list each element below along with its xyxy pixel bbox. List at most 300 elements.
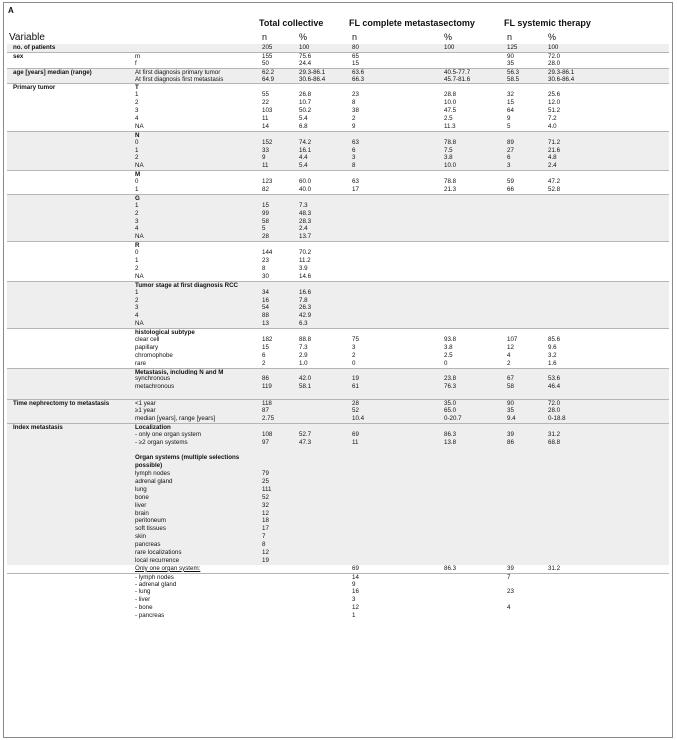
fl-sys-pct: 25.6 [548, 91, 561, 99]
fl-meta-n: 17 [352, 186, 359, 194]
table-row [7, 91, 669, 99]
total-n: 182 [262, 335, 273, 343]
row-sublabel: 1 [135, 91, 139, 99]
total-pct: 13.7 [299, 233, 312, 241]
fl-meta-pct: 7.5 [444, 146, 453, 154]
fl-sys-pct: 68.8 [548, 438, 561, 446]
total-n: 15 [262, 201, 269, 209]
header-variable: Variable [9, 32, 45, 43]
header-fl-metastasectomy: FL complete metastasectomy [349, 18, 475, 28]
header-n: n [262, 32, 268, 42]
fl-meta-pct: 23.8 [444, 375, 457, 383]
table-row [7, 304, 669, 312]
total-pct: 7.3 [299, 201, 308, 209]
row-sublabel: local recurrence [135, 556, 180, 564]
total-n: 18 [262, 517, 269, 525]
table-row [7, 273, 669, 281]
total-n: 8 [262, 264, 266, 272]
total-pct: 29.3-86.1 [299, 68, 326, 76]
fl-meta-n: 3 [352, 154, 356, 162]
fl-meta-pct: 13.8 [444, 438, 457, 446]
fl-meta-pct: 2.5 [444, 115, 453, 123]
row-sublabel: - adrenal gland [135, 580, 177, 588]
fl-sys-pct: 71.2 [548, 138, 561, 146]
total-pct: 50.2 [299, 107, 312, 115]
fl-meta-pct: 35.0 [444, 400, 457, 408]
total-pct: 100 [299, 44, 310, 51]
row-sublabel: 1 [135, 288, 139, 296]
fl-meta-n: 15 [352, 59, 359, 67]
total-pct: 48.3 [299, 209, 312, 217]
row-sublabel: ≥1 year [135, 406, 156, 414]
total-n: 152 [262, 138, 273, 146]
row-sublabel: brain [135, 509, 149, 517]
fl-sys-pct: 4.0 [548, 122, 557, 130]
row-sublabel: Tumor stage at first diagnosis RCC [135, 281, 239, 289]
fl-meta-n: 63.6 [352, 68, 365, 76]
row-sublabel: 0 [135, 138, 139, 146]
fl-meta-pct: 10.0 [444, 162, 457, 170]
row-sublabel: 1 [135, 186, 139, 194]
fl-meta-n: 6 [352, 146, 356, 154]
fl-meta-n: 8 [352, 162, 356, 170]
row-sublabel: NA [135, 233, 144, 241]
fl-sys-n: 125 [507, 44, 518, 51]
row-sublabel: rare [135, 359, 147, 367]
table-row [7, 328, 669, 336]
row-sublabel: skin [135, 533, 147, 541]
row-sublabel: Only one organ system: [135, 564, 201, 572]
fl-sys-pct: 9.6 [548, 343, 557, 351]
total-pct: 30.6-86.4 [299, 75, 326, 83]
total-n: 32 [262, 501, 269, 509]
table-row [7, 131, 669, 139]
header-n: n [352, 32, 358, 42]
table-row [7, 533, 669, 541]
total-pct: 26.8 [299, 91, 312, 99]
fl-sys-n: 56.3 [507, 68, 520, 76]
panel-label: A [8, 6, 14, 15]
row-sublabel: 1 [135, 146, 139, 154]
fl-meta-n: 63 [352, 138, 359, 146]
row-sublabel: 2 [135, 209, 139, 217]
row-sublabel: 1 [135, 257, 139, 265]
table-row [7, 68, 669, 76]
table-row [7, 502, 669, 510]
fl-meta-pct: 11.3 [444, 122, 456, 130]
fl-meta-n: 3 [352, 343, 356, 351]
fl-meta-pct: 100 [444, 44, 455, 51]
total-pct: 6.3 [299, 320, 308, 328]
header-fl-systemic: FL systemic therapy [504, 18, 591, 28]
table-row [7, 289, 669, 297]
row-sublabel: Localization [135, 423, 171, 431]
table-row [7, 139, 669, 147]
total-n: 205 [262, 44, 273, 51]
fl-sys-n: 12 [507, 343, 514, 351]
total-n: 17 [262, 525, 269, 533]
fl-sys-n: 58.5 [507, 75, 520, 83]
table-row [7, 549, 669, 557]
fl-sys-pct: 4.8 [548, 154, 557, 162]
table-row [7, 573, 669, 581]
table-row [7, 44, 669, 52]
total-n: 52 [262, 493, 269, 501]
table-row [7, 225, 669, 233]
row-sublabel: 1 [135, 201, 139, 209]
total-n: 19 [262, 556, 269, 564]
total-n: 108 [262, 430, 273, 438]
table-row [7, 265, 669, 273]
fl-meta-pct: 45.7-81.6 [444, 75, 471, 83]
row-sublabel: possible) [135, 462, 163, 470]
total-n: 55 [262, 91, 269, 99]
total-n: 34 [262, 288, 269, 296]
table-row [7, 399, 669, 407]
fl-meta-n: 0 [352, 359, 356, 367]
header-pct: % [299, 32, 308, 42]
total-n: 13 [262, 320, 269, 328]
row-sublabel: NA [135, 122, 144, 130]
total-n: 2.75 [262, 414, 275, 422]
total-n: 111 [262, 485, 272, 493]
row-sublabel: liver [135, 501, 147, 509]
table-row [7, 517, 669, 525]
fl-meta-n: 75 [352, 335, 359, 343]
table-row [7, 194, 669, 202]
fl-sys-pct: 28.0 [548, 59, 561, 67]
header-pct: % [548, 32, 557, 42]
total-n: 16 [262, 296, 269, 304]
fl-sys-pct: 100 [548, 44, 559, 51]
row-sublabel: pancreas [135, 541, 161, 549]
table-row [7, 60, 669, 68]
total-n: 88 [262, 312, 269, 320]
fl-meta-n: 69 [352, 564, 359, 572]
fl-meta-pct: 47.5 [444, 107, 457, 115]
row-label: Time nephrectomy to metastasis [13, 400, 110, 408]
table-row [7, 99, 669, 107]
row-sublabel: median [years], range [years] [135, 414, 216, 422]
row-sublabel: - lymph nodes [135, 573, 174, 581]
fl-meta-n: 2 [352, 351, 356, 359]
total-n: 28 [262, 233, 269, 241]
table-row [7, 368, 669, 376]
table-row [7, 257, 669, 265]
row-sublabel: Organ systems (multiple selections [135, 454, 240, 462]
total-n: 8 [262, 541, 266, 549]
table-row [7, 557, 669, 565]
fl-meta-n: 2 [352, 115, 356, 123]
fl-sys-pct: 12.0 [548, 99, 561, 107]
total-n: 33 [262, 146, 269, 154]
fl-sys-n: 35 [507, 406, 514, 414]
header-pct: % [444, 32, 453, 42]
fl-meta-n: 38 [352, 107, 359, 115]
fl-sys-pct: 7.2 [548, 115, 557, 123]
total-n: 25 [262, 477, 269, 485]
table-row [7, 391, 669, 399]
fl-sys-n: 15 [507, 99, 514, 107]
table-row [7, 162, 669, 170]
total-pct: 7.8 [299, 296, 308, 304]
fl-meta-n: 9 [352, 122, 356, 130]
row-sublabel: R [135, 242, 140, 250]
total-n: 11 [262, 115, 269, 123]
row-sublabel: N [135, 131, 140, 139]
row-sublabel: <1 year [135, 400, 156, 408]
table-row [7, 375, 669, 383]
table-row [7, 249, 669, 257]
table-row [7, 241, 669, 249]
row-sublabel: bone [135, 493, 149, 501]
table-row [7, 415, 669, 423]
fl-meta-n: 11 [352, 438, 359, 446]
fl-sys-n: 58 [507, 383, 514, 391]
header-total: Total collective [259, 18, 324, 28]
fl-meta-n: 9 [352, 580, 356, 588]
row-label: sex [13, 52, 24, 60]
table-row [7, 178, 669, 186]
fl-meta-n: 23 [352, 91, 359, 99]
total-pct: 10.7 [299, 99, 312, 107]
table-row [7, 510, 669, 518]
total-n: 11 [262, 162, 269, 170]
fl-sys-n: 23 [507, 588, 514, 596]
total-pct: 5.4 [299, 115, 308, 123]
total-pct: 75.6 [299, 52, 312, 60]
fl-sys-pct: 0-18.8 [548, 414, 566, 422]
row-sublabel: m [135, 52, 141, 60]
row-sublabel: peritoneum [135, 517, 166, 525]
total-n: 64.9 [262, 75, 275, 83]
fl-meta-pct: 0 [444, 359, 448, 367]
fl-sys-n: 2 [507, 359, 511, 367]
fl-meta-n: 16 [352, 588, 359, 596]
row-sublabel: 2 [135, 264, 139, 272]
total-n: 14 [262, 122, 269, 130]
total-pct: 3.9 [299, 264, 308, 272]
table-row [7, 407, 669, 415]
table-row [7, 336, 669, 344]
fl-sys-pct: 72.0 [548, 52, 561, 60]
total-n: 118 [262, 400, 272, 408]
row-label: Index metastasis [13, 423, 63, 431]
fl-meta-pct: 78.8 [444, 138, 457, 146]
fl-meta-pct: 21.3 [444, 186, 457, 194]
fl-meta-pct: 3.8 [444, 154, 453, 162]
row-sublabel: histological subtype [135, 329, 195, 337]
fl-sys-n: 3 [507, 162, 511, 170]
row-sublabel: - ≥2 organ systems [135, 438, 188, 446]
total-pct: 74.2 [299, 138, 312, 146]
fl-meta-pct: 0-20.7 [444, 414, 462, 422]
row-sublabel: NA [135, 320, 144, 328]
total-n: 30 [262, 272, 269, 280]
table-frame [3, 2, 673, 738]
row-sublabel: 2 [135, 154, 139, 162]
row-sublabel: At first diagnosis first metastasis [135, 75, 224, 83]
table-row [7, 486, 669, 494]
total-n: 62.2 [262, 68, 275, 76]
table-row [7, 565, 669, 573]
row-label: Primary tumor [13, 84, 56, 92]
table-row [7, 431, 669, 439]
total-pct: 42.9 [299, 312, 312, 320]
fl-sys-n: 7 [507, 573, 511, 581]
table-row [7, 218, 669, 226]
row-sublabel: 0 [135, 249, 139, 257]
total-n: 86 [262, 375, 269, 383]
table-row [7, 541, 669, 549]
fl-sys-n: 66 [507, 186, 514, 194]
fl-meta-n: 8 [352, 99, 356, 107]
total-pct: 58.1 [299, 383, 312, 391]
total-n: 15 [262, 343, 269, 351]
table-row [7, 147, 669, 155]
row-sublabel: At first diagnosis primary tumor [135, 68, 221, 76]
total-pct: 14.6 [299, 272, 312, 280]
row-sublabel: 4 [135, 225, 139, 233]
row-sublabel: - lung [135, 588, 151, 596]
fl-sys-pct: 31.2 [548, 430, 561, 438]
table-row [7, 446, 669, 454]
table-row [7, 360, 669, 368]
total-pct: 60.0 [299, 178, 312, 186]
row-sublabel: synchronous [135, 375, 171, 383]
fl-sys-pct: 1.6 [548, 359, 557, 367]
row-sublabel: - bone [135, 604, 153, 612]
table-row [7, 281, 669, 289]
row-sublabel: clear cell [135, 335, 160, 343]
row-label: age [years] median (range) [13, 68, 92, 76]
table-row [7, 525, 669, 533]
fl-meta-n: 19 [352, 375, 359, 383]
table-row [7, 478, 669, 486]
fl-meta-pct: 93.8 [444, 335, 457, 343]
total-pct: 5.4 [299, 162, 308, 170]
total-pct: 47.3 [299, 438, 312, 446]
total-n: 23 [262, 257, 269, 265]
row-sublabel: - liver [135, 596, 151, 604]
fl-meta-pct: 86.3 [444, 564, 457, 572]
total-pct: 6.8 [299, 122, 308, 130]
fl-meta-pct: 3.8 [444, 343, 453, 351]
table-row [7, 107, 669, 115]
fl-sys-n: 39 [507, 430, 514, 438]
table-row [7, 233, 669, 241]
fl-meta-pct: 76.3 [444, 383, 457, 391]
total-pct: 88.8 [299, 335, 312, 343]
fl-sys-pct: 30.6-86.4 [548, 75, 575, 83]
fl-meta-n: 14 [352, 573, 359, 581]
table-row [7, 470, 669, 478]
total-n: 58 [262, 217, 269, 225]
fl-sys-n: 5 [507, 122, 511, 130]
fl-meta-n: 52 [352, 406, 359, 414]
total-pct: 7.3 [299, 343, 308, 351]
fl-sys-n: 89 [507, 138, 514, 146]
fl-sys-pct: 51.2 [548, 107, 561, 115]
fl-sys-pct: 31.2 [548, 564, 561, 572]
row-sublabel: Metastasis, including N and M [135, 368, 224, 376]
row-sublabel: rare localizations [135, 549, 182, 556]
row-sublabel: G [135, 194, 140, 202]
total-pct: 11.2 [299, 257, 311, 265]
table-row [7, 170, 669, 178]
total-n: 7 [262, 533, 266, 541]
fl-meta-n: 80 [352, 44, 359, 51]
table-row [7, 588, 669, 596]
table-row [7, 76, 669, 84]
total-n: 87 [262, 406, 269, 414]
total-pct: 70.2 [299, 249, 312, 257]
row-sublabel: adrenal gland [135, 477, 173, 485]
table-row [7, 352, 669, 360]
fl-meta-n: 28 [352, 400, 359, 408]
header-n: n [507, 32, 513, 42]
table-row [7, 154, 669, 162]
table-row [7, 454, 669, 462]
total-n: 2 [262, 359, 266, 367]
table-row [7, 596, 669, 604]
total-n: 6 [262, 351, 266, 359]
fl-sys-n: 27 [507, 146, 514, 154]
fl-sys-pct: 21.6 [548, 146, 561, 154]
row-sublabel: 2 [135, 296, 139, 304]
total-n: 82 [262, 186, 269, 194]
fl-sys-n: 6 [507, 154, 511, 162]
total-pct: 28.3 [299, 217, 312, 225]
fl-sys-n: 4 [507, 604, 511, 612]
fl-sys-pct: 72.0 [548, 400, 561, 408]
total-pct: 40.0 [299, 186, 312, 194]
table-row [7, 210, 669, 218]
fl-sys-n: 9.4 [507, 414, 516, 422]
row-label: no. of patients [13, 44, 56, 51]
total-n: 9 [262, 154, 266, 162]
table-row [7, 494, 669, 502]
table-row [7, 52, 669, 60]
row-sublabel: - only one organ system [135, 430, 202, 438]
row-sublabel: NA [135, 162, 144, 170]
fl-sys-pct: 46.4 [548, 383, 561, 391]
row-sublabel: 3 [135, 107, 139, 115]
fl-meta-n: 61 [352, 383, 359, 391]
fl-meta-n: 65 [352, 52, 359, 60]
total-n: 103 [262, 107, 273, 115]
fl-sys-n: 67 [507, 375, 514, 383]
table-row [7, 344, 669, 352]
fl-meta-n: 69 [352, 430, 359, 438]
fl-meta-n: 12 [352, 604, 359, 612]
table-row [7, 383, 669, 391]
table-row [7, 123, 669, 131]
total-n: 22 [262, 99, 269, 107]
total-n: 79 [262, 470, 269, 478]
total-pct: 42.0 [299, 375, 312, 383]
fl-meta-pct: 2.5 [444, 351, 453, 359]
fl-sys-n: 90 [507, 400, 514, 408]
row-sublabel: soft tissues [135, 525, 166, 533]
total-pct: 24.4 [299, 59, 312, 67]
table-row [7, 581, 669, 589]
row-sublabel: 2 [135, 99, 139, 107]
fl-meta-n: 63 [352, 178, 359, 186]
fl-sys-pct: 29.3-86.1 [548, 68, 575, 76]
row-sublabel: - pancreas [135, 612, 165, 620]
fl-sys-pct: 2.4 [548, 162, 557, 170]
